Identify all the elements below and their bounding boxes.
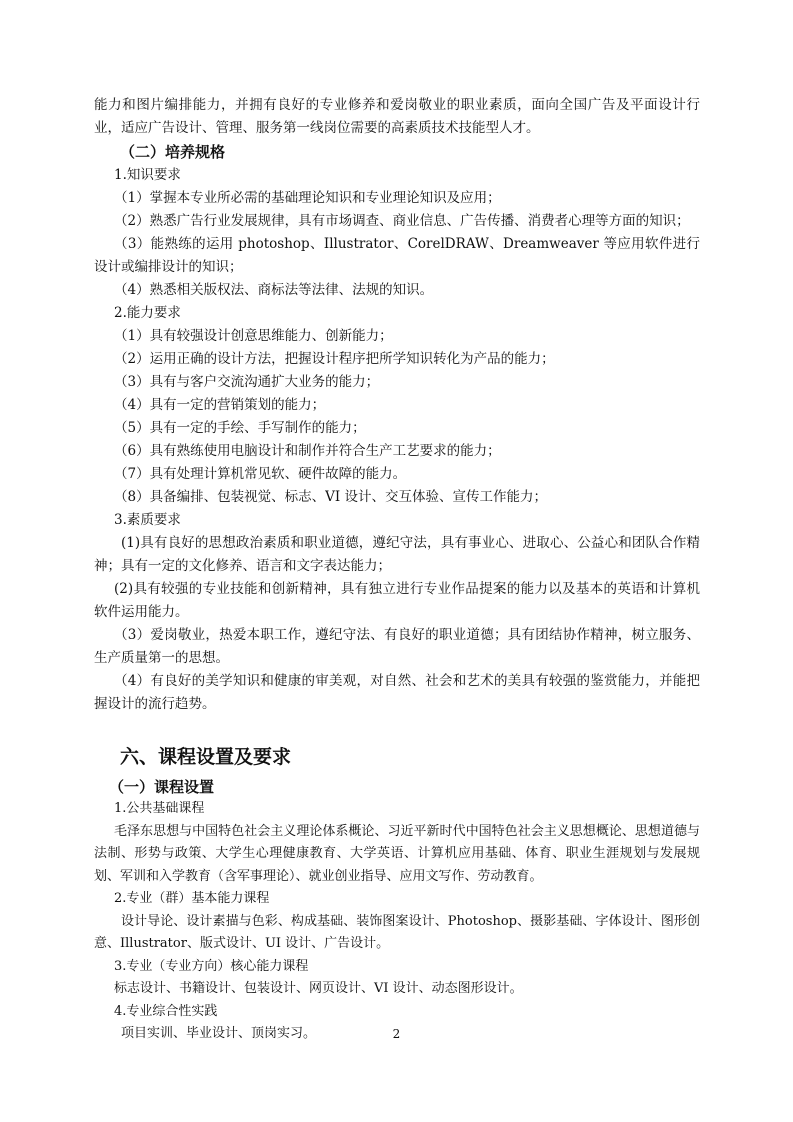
ability-item: （1）具有较强设计创意思维能力、创新能力； — [114, 328, 393, 344]
course-group-title: 4.专业综合性实践 — [114, 1003, 218, 1019]
ability-item: （6）具有熟练使用电脑设计和制作并符合生产工艺要求的能力； — [114, 443, 501, 459]
ability-item: （3）具有与客户交流沟通扩大业务的能力； — [114, 374, 380, 390]
ability-item: （7）具有处理计算机常见软、硬件故障的能力。 — [114, 466, 407, 482]
knowledge-item: （4）熟悉相关版权法、商标法等法律、法规的知识。 — [114, 282, 434, 298]
document-page — [94, 94, 700, 1046]
quality-item: （3）爱岗敬业，热爱本职工作，遵纪守法、有良好的职业道德；具有团结协作精神，树立服务、生产质量第一的思想。 — [94, 627, 700, 666]
ability-item: （2）运用正确的设计方法，把握设计程序把所学知识转化为产品的能力； — [114, 351, 555, 367]
ability-item: （4）具有一定的营销策划的能力； — [114, 397, 326, 413]
quality-title: 3.素质要求 — [114, 512, 181, 528]
quality-item: (1)具有良好的思想政治素质和职业道德，遵纪守法，具有事业心、进取心、公益心和团队合作精神；具有一定的文化修养、语言和文字表达能力； — [94, 535, 700, 574]
course-group-title: 2.专业（群）基本能力课程 — [114, 891, 270, 906]
quality-item: （4）有良好的美学知识和健康的审美观，对自然、社会和艺术的美具有较强的鉴赏能力，并能把握设计的流行趋势。 — [94, 673, 700, 712]
quality-item: (2)具有较强的专业技能和创新精神，具有独立进行专业作品提案的能力以及基本的英语和计算机软件运用能力。 — [94, 581, 700, 620]
ability-item: （8）具备编排、包装视觉、标志、VI 设计、交互体验、宣传工作能力； — [114, 489, 547, 505]
ability-item: （5）具有一定的手绘、手写制作的能力； — [114, 420, 366, 436]
knowledge-item: （1）掌握本专业所必需的基础理论知识和专业理论知识及应用； — [114, 190, 501, 206]
course-setting-subheading: （一）课程设置 — [109, 778, 215, 796]
course-group-title: 1.公共基础课程 — [114, 801, 205, 816]
course-group-title: 3.专业（专业方向）核心能力课程 — [114, 958, 309, 974]
course-list — [94, 798, 700, 1046]
course-group-text: 设计导论、设计素描与色彩、构成基础、装饰图案设计、Photoshop、摄影基础、字体设计、图形创意、Illustrator、版式设计、UI 设计、广告设计。 — [94, 913, 700, 951]
knowledge-item: （3）能熟练的运用 photoshop、Illustrator、CorelDRAW、Dreamweaver 等应用软件进行设计或编排设计的知识； — [94, 236, 700, 275]
intro-paragraph: 能力和图片编排能力，并拥有良好的专业修养和爱岗敬业的职业素质，面向全国广告及平面设计行业，适应广告设计、管理、服务第一线岗位需要的高素质技术技能型人才。 — [94, 97, 700, 136]
course-group-text: 项目实训、毕业设计、顶岗实习。 — [121, 1026, 317, 1041]
course-group-text: 标志设计、书籍设计、包装设计、网页设计、VI 设计、动态图形设计。 — [114, 981, 523, 996]
ability-title: 2.能力要求 — [114, 305, 181, 321]
course-group-text: 毛泽东思想与中国特色社会主义理论体系概论、习近平新时代中国特色社会主义思想概论、思想道德与法制、形势与政策、大学生心理健康教育、大学英语、计算机应用基础、体育、职业生涯规划与发展规划、军训和入学教育（含军事理论）、就业创业指导、应用文写作、劳动教育。 — [94, 823, 700, 884]
knowledge-title: 1.知识要求 — [114, 167, 181, 183]
page-number: 2 — [392, 1027, 401, 1041]
knowledge-item: （2）熟悉广告行业发展规律，具有市场调查、商业信息、广告传播、消费者心理等方面的知识； — [114, 213, 690, 229]
training-spec-heading: （二）培养规格 — [120, 143, 226, 161]
course-section-heading: 六、课程设置及要求 — [120, 746, 292, 768]
